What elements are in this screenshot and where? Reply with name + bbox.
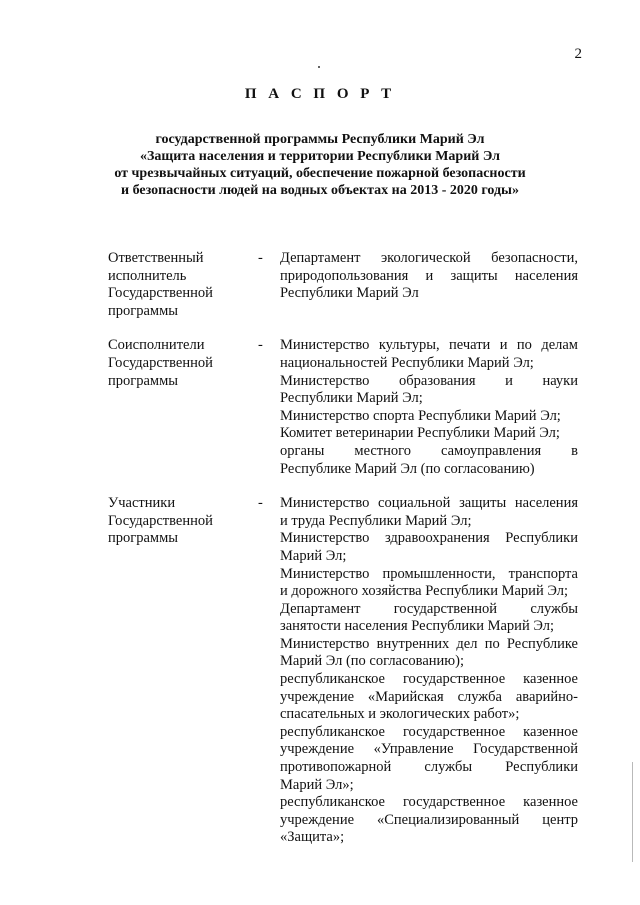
row-label-line: Соисполнители: [108, 337, 205, 354]
row-value-line: Министерство образования и науки: [280, 372, 578, 389]
passport-row: [108, 250, 578, 320]
row-value-line: Министерство спорта Республики Марий Эл;: [280, 407, 561, 424]
row-label-line: Государственной: [108, 354, 213, 371]
row-value-line: Марий Эл;: [280, 547, 347, 564]
row-value-line: Марий Эл (по согласованию);: [280, 653, 464, 670]
row-value-line: республиканское государственное казенное: [280, 671, 578, 688]
row-label-line: Государственной: [108, 285, 213, 302]
row-value-line: природопользования и защиты населения: [280, 267, 578, 284]
row-label-line: Ответственный: [108, 250, 204, 266]
row-value-line: Министерство культуры, печати и по делам: [280, 337, 578, 354]
passport-row: [108, 337, 578, 478]
subtitle-line: государственной программы Республики Марий Эл: [155, 132, 485, 147]
scan-speck: [318, 66, 320, 68]
row-label: [108, 250, 258, 320]
row-value-line: Министерство внутренних дел по Республике: [280, 635, 578, 652]
program-subtitle: [0, 131, 640, 199]
row-label-line: исполнитель: [108, 267, 187, 284]
row-value-line: республиканское государственное казенное: [280, 794, 578, 811]
row-label: [108, 337, 258, 478]
row-value-line: и дорожного хозяйства Республики Марий Эл;: [280, 583, 568, 600]
row-value-line: учреждение «Управление Государственной: [280, 741, 578, 758]
row-dash: -: [258, 337, 263, 354]
row-value-line: Министерство промышленности, транспорта: [280, 565, 578, 582]
row-value-line: органы местного самоуправления в: [280, 442, 578, 459]
scan-edge-mark: [632, 762, 633, 862]
row-value-line: Марий Эл»;: [280, 776, 354, 793]
row-label-line: программы: [108, 372, 178, 389]
row-value-line: учреждение «Специализированный центр: [280, 811, 578, 828]
row-value: [280, 250, 578, 320]
row-value-line: Республике Марий Эл (по согласованию): [280, 460, 535, 477]
row-value-line: «Защита»;: [280, 829, 345, 846]
row-value-line: занятости населения Республики Марий Эл;: [280, 618, 554, 635]
row-dash: -: [258, 250, 263, 266]
row-dash: -: [258, 495, 263, 512]
row-value-line: республиканское государственное казенное: [280, 723, 578, 740]
row-value-line: учреждение «Марийская служба аварийно-: [280, 688, 578, 705]
row-value-line: Министерство здравоохранения Республики: [280, 530, 578, 547]
row-label-line: Участники: [108, 495, 176, 512]
row-value-line: Комитет ветеринарии Республики Марий Эл;: [280, 425, 560, 442]
row-value-line: Республики Марий Эл: [280, 285, 419, 302]
document-title: П А С П О Р Т: [244, 86, 396, 102]
row-value-line: Республики Марий Эл;: [280, 390, 423, 407]
passport-table: [108, 250, 578, 847]
passport-row: [108, 495, 578, 847]
row-value-line: противопожарной службы Республики: [280, 759, 578, 776]
row-label-line: Государственной: [108, 512, 213, 529]
row-value-line: Департамент государственной службы: [280, 600, 578, 617]
page-number: 2: [574, 46, 582, 62]
subtitle-line: от чрезвычайных ситуаций, обеспечение пожарной безопасности: [114, 166, 526, 181]
subtitle-line: и безопасности людей на водных объектах на 2013 - 2020 годы»: [121, 183, 519, 198]
row-value: [280, 337, 578, 478]
row-label: [108, 495, 258, 847]
row-value: [280, 495, 578, 847]
row-label-line: программы: [108, 302, 178, 319]
row-value-line: Министерство социальной защиты населения: [280, 495, 578, 512]
row-value-line: национальностей Республики Марий Эл;: [280, 354, 534, 371]
row-label-line: программы: [108, 530, 178, 547]
subtitle-line: «Защита населения и территории Республики Марий Эл: [139, 149, 501, 164]
row-value-line: и труда Республики Марий Эл;: [280, 512, 472, 529]
row-value-line: Департамент экологической безопасности,: [280, 250, 578, 266]
row-value-line: спасательных и экологических работ»;: [280, 706, 520, 723]
